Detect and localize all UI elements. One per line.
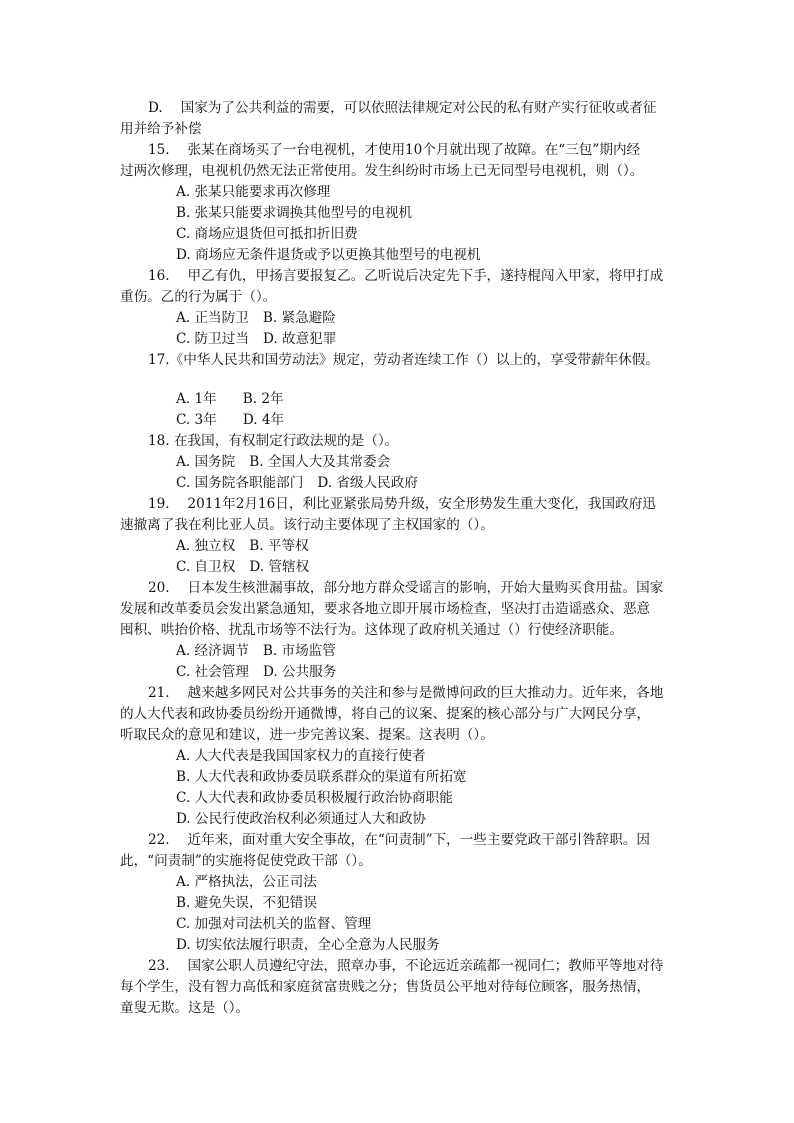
question-19-options-row1 bbox=[176, 536, 309, 556]
question-21-stem-cont1: 的人大代表和政协委员纷纷开通微博，将自己的议案、提案的核心部分与广大网民分享， bbox=[120, 706, 651, 722]
question-15-stem: 15. 张某在商场买了一台电视机，才使用10个月就出现了故障。在“三包”期内经 bbox=[148, 142, 641, 158]
option-d-text-cont: 用并给予补偿 bbox=[120, 121, 202, 137]
question-20-options-row2 bbox=[176, 662, 336, 682]
question-19-option-b: B. 平等权 bbox=[249, 538, 309, 554]
question-19-options-row2 bbox=[176, 557, 309, 577]
question-18-stem: 18. 在我国，有权制定行政法规的是（）。 bbox=[148, 433, 399, 449]
question-20-stem-cont1: 发展和改革委员会发出紧急通知，要求各地立即开展市场检查，坚决打击造谣惑众、恶意 bbox=[120, 601, 651, 617]
question-16-option-d: D. 故意犯罪 bbox=[262, 331, 337, 347]
question-22-option-a: A. 严格执法，公正司法 bbox=[176, 874, 317, 890]
question-16-options-row2 bbox=[176, 329, 336, 349]
question-23-stem-cont2: 童叟无欺。这是（）。 bbox=[120, 1000, 250, 1016]
option-d-text: D. 国家为了公共利益的需要，可以依照法律规定对公民的私有财产实行征收或者征 bbox=[148, 100, 657, 116]
question-20-stem-cont2: 囤积、哄抬价格、扰乱市场等不法行为。这体现了政府机关通过（）行使经济职能。 bbox=[120, 622, 623, 638]
question-17-stem: 17.《中华人民共和国劳动法》规定，劳动者连续工作（）以上的，享受带薪年休假。 bbox=[148, 352, 659, 368]
question-15-option-b: B. 张某只能要求调换其他型号的电视机 bbox=[176, 205, 413, 221]
question-21-option-b: B. 人大代表和政协委员联系群众的渠道有所拓宽 bbox=[176, 769, 467, 785]
question-19-stem: 19. 2011年2月16日，利比亚紧张局势升级，安全形势发生重大变化，我国政府迅 bbox=[148, 496, 656, 512]
question-16-option-c: C. 防卫过当 bbox=[176, 331, 249, 347]
question-16-option-a: A. 正当防卫 bbox=[176, 310, 249, 326]
question-18-option-b: B. 全国人大及其常委会 bbox=[249, 454, 391, 470]
question-20-stem: 20. 日本发生核泄漏事故，部分地方群众受谣言的影响，开始大量购买食用盐。国家 bbox=[148, 580, 664, 596]
question-17-options-row2 bbox=[176, 410, 284, 430]
question-23-stem-cont1: 每个学生，没有智力高低和家庭贫富贵贱之分；售货员公平地对待每位顾客，服务热情， bbox=[120, 979, 651, 995]
question-20-option-b: B. 市场监管 bbox=[262, 643, 336, 659]
question-19-stem-cont: 速撤离了我在利比亚人员。该行动主要体现了主权国家的（）。 bbox=[120, 517, 494, 533]
question-15-option-a: A. 张某只能要求再次修理 bbox=[176, 184, 331, 200]
question-18-option-d: D. 省级人民政府 bbox=[317, 475, 418, 491]
question-20-option-c: C. 社会管理 bbox=[176, 664, 249, 680]
question-17-option-b: B. 2年 bbox=[242, 391, 284, 407]
question-21-option-d: D. 公民行使政治权利必须通过人大和政协 bbox=[176, 811, 427, 827]
question-16-stem-cont: 重伤。乙的行为属于（）。 bbox=[120, 289, 277, 305]
question-15-option-d: D. 商场应无条件退货或予以更换其他型号的电视机 bbox=[176, 247, 481, 263]
question-20-option-a: A. 经济调节 bbox=[176, 643, 249, 659]
question-21-stem-cont2: 听取民众的意见和建议，进一步完善议案、提案。这表明（）。 bbox=[120, 727, 494, 743]
question-17-option-a: A. 1年 bbox=[176, 391, 217, 407]
question-18-options-row1 bbox=[176, 452, 390, 472]
question-19-option-d: D. 管辖权 bbox=[249, 559, 310, 575]
question-18-options-row2 bbox=[176, 473, 418, 493]
question-16-stem: 16. 甲乙有仇，甲扬言要报复乙。乙听说后决定先下手，遂持棍闯入甲家，将甲打成 bbox=[148, 268, 664, 284]
question-19-option-c: C. 自卫权 bbox=[176, 559, 236, 575]
question-22-stem-cont: 此，“问责制”的实施将促使党政干部（）。 bbox=[120, 853, 372, 869]
question-16-options-row1 bbox=[176, 308, 336, 328]
question-22-option-c: C. 加强对司法机关的监督、管理 bbox=[176, 916, 372, 932]
question-22-option-d: D. 切实依法履行职责，全心全意为人民服务 bbox=[176, 937, 440, 953]
question-19-option-a: A. 独立权 bbox=[176, 538, 236, 554]
question-21-option-c: C. 人大代表和政协委员积极履行政治协商职能 bbox=[176, 790, 453, 806]
question-20-option-d: D. 公共服务 bbox=[262, 664, 337, 680]
question-23-stem: 23. 国家公职人员遵纪守法，照章办事，不论远近亲疏都一视同仁；教师平等地对待 bbox=[148, 958, 664, 974]
question-21-stem: 21. 越来越多网民对公共事务的关注和参与是微博问政的巨大推动力。近年来，各地 bbox=[148, 685, 664, 701]
question-22-stem: 22. 近年来，面对重大安全事故，在“问责制”下，一些主要党政干部引咎辞职。因 bbox=[148, 832, 651, 848]
question-17-option-c: C. 3年 bbox=[176, 412, 217, 428]
question-17-option-d: D. 4年 bbox=[242, 412, 285, 428]
question-15-stem-cont: 过两次修理，电视机仍然无法正常使用。发生纠纷时市场上已无同型号电视机，则（）。 bbox=[120, 163, 644, 179]
question-21-option-a: A. 人大代表是我国国家权力的直接行使者 bbox=[176, 748, 426, 764]
question-17-options-row1 bbox=[176, 389, 284, 409]
question-18-option-c: C. 国务院各职能部门 bbox=[176, 475, 304, 491]
question-15-option-c: C. 商场应退货但可抵扣折旧费 bbox=[176, 226, 358, 242]
question-18-option-a: A. 国务院 bbox=[176, 454, 236, 470]
question-16-option-b: B. 紧急避险 bbox=[262, 310, 336, 326]
question-22-option-b: B. 避免失误，不犯错误 bbox=[176, 895, 317, 911]
question-20-options-row1 bbox=[176, 641, 336, 661]
